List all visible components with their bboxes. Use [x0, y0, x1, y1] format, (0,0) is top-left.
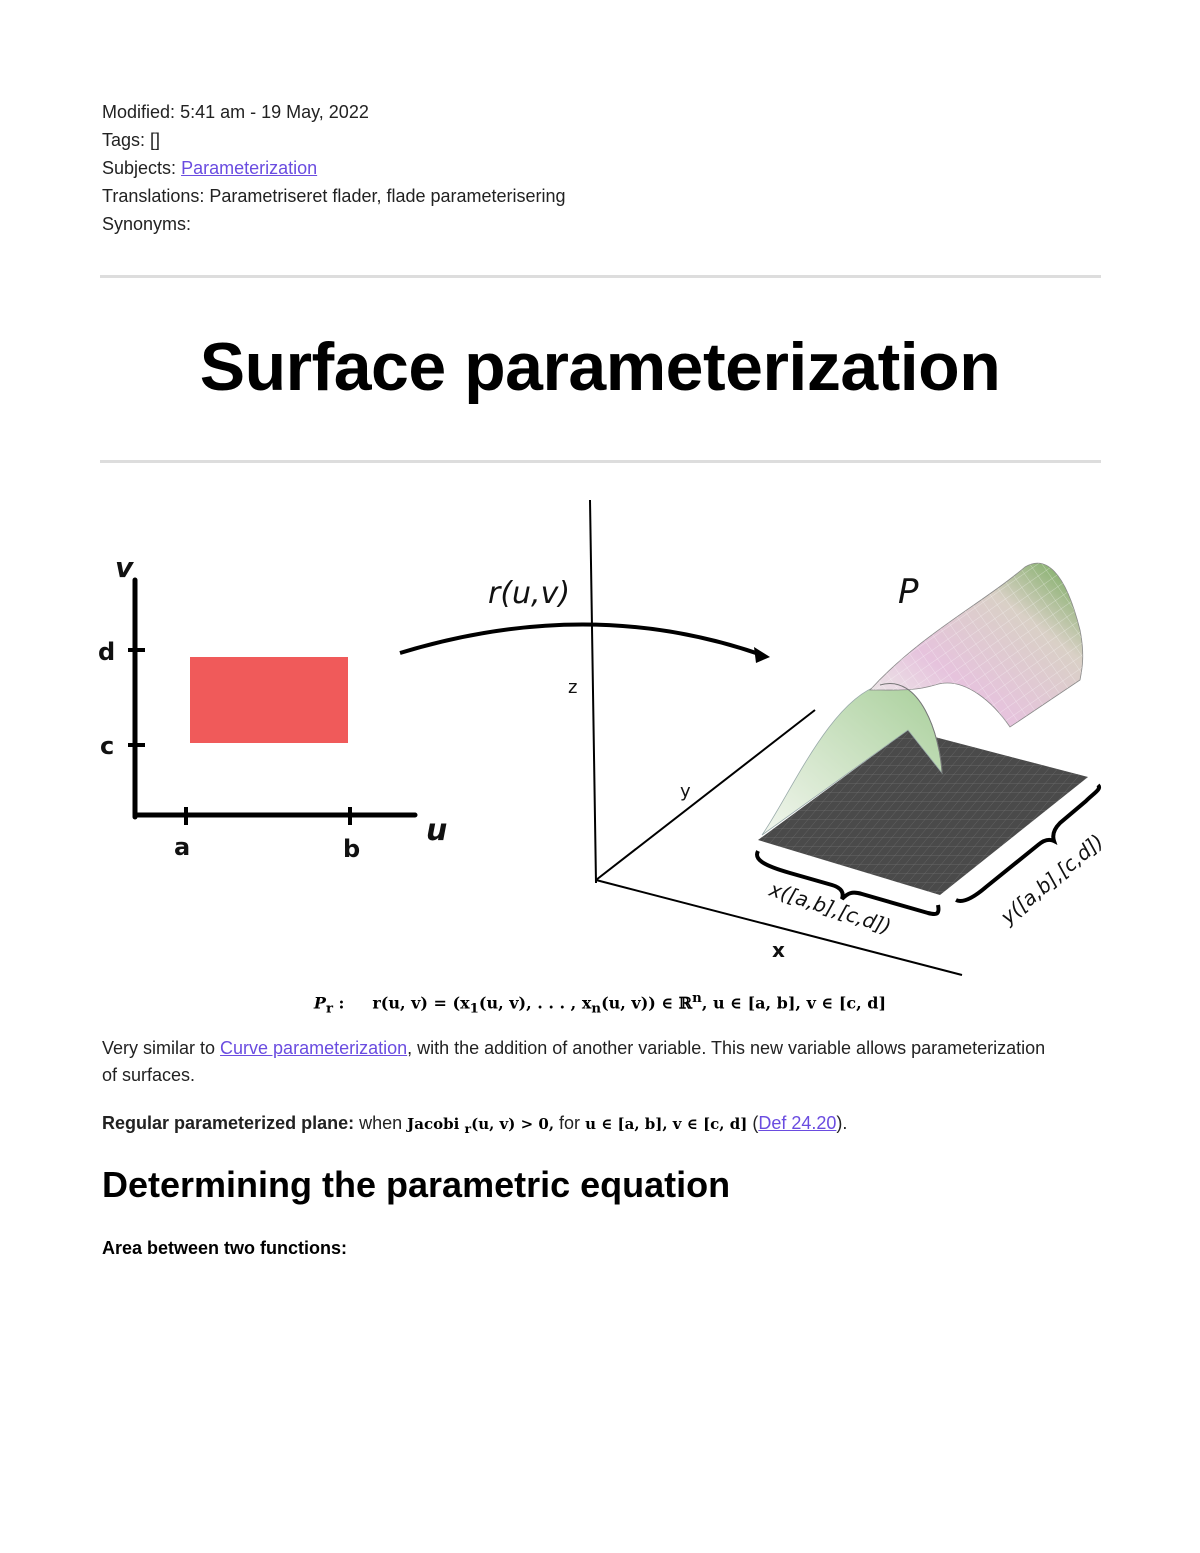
intro-text-after: , with the addition of another variable. This new variable allows parameterization of surfaces. — [102, 1038, 1046, 1085]
tick-b-label: b — [343, 835, 361, 863]
parameterization-figure — [90, 495, 1110, 985]
modified-label: Modified: — [102, 102, 176, 122]
tick-d-label: d — [98, 638, 116, 666]
domain-rectangle — [190, 657, 348, 743]
paren-open: ( — [747, 1113, 759, 1133]
formula-lhs: P — [313, 993, 326, 1013]
subjects-line — [102, 154, 566, 182]
regular-plane-for: for — [554, 1113, 586, 1133]
tags-value: [] — [150, 130, 161, 150]
mapping-arrow — [400, 576, 770, 663]
surface-label: P — [898, 572, 919, 612]
v-axis-label: v — [115, 551, 134, 584]
formula-colon: : — [332, 993, 345, 1013]
intro-paragraph — [102, 1035, 1062, 1089]
tick-c-label: c — [100, 732, 115, 760]
modified-line — [102, 98, 566, 126]
tick-a-label: a — [174, 833, 191, 861]
modified-value: 5:41 am - 19 May, 2022 — [180, 102, 369, 122]
jacobi-sub: r — [464, 1121, 472, 1136]
metadata-block — [102, 98, 566, 238]
regular-plane-term: Regular parameterized plane: — [102, 1113, 355, 1133]
translations-line — [102, 182, 566, 210]
y-axis-label: y — [680, 781, 691, 802]
jacobi-text: Jacobi — [407, 1115, 465, 1133]
synonyms-label: Synonyms: — [102, 214, 192, 234]
curve-parameterization-link[interactable]: Curve parameterization — [220, 1038, 408, 1058]
brace-x-label: x([a,b],[c,d]) — [766, 876, 895, 939]
subjects-label: Subjects: — [102, 158, 177, 178]
formula-sub-1: 1 — [469, 1000, 479, 1017]
paren-close: ). — [836, 1113, 848, 1133]
formula-sup: n — [692, 990, 702, 1006]
intro-text-before: Very similar to — [102, 1038, 221, 1058]
x-axis-label: x — [772, 938, 785, 962]
jacobi-tail: (u, v) > 0, — [471, 1115, 555, 1133]
z-axis-line — [590, 500, 596, 883]
tags-label: Tags: — [102, 130, 146, 150]
subject-link-parameterization[interactable]: Parameterization — [181, 158, 318, 178]
domain-math: u ∈ [a, b], v ∈ [c, d] — [585, 1115, 748, 1133]
u-axis-label: u — [426, 813, 448, 848]
formula-lhs-sub: r — [325, 1000, 333, 1017]
divider-title — [100, 460, 1101, 463]
map-label: r(u,v) — [488, 576, 571, 611]
formula-domain: , u ∈ [a, b], v ∈ [c, d] — [701, 993, 887, 1013]
formula-body: r(u, v) = (x — [372, 993, 470, 1013]
y-axis-line — [596, 710, 815, 880]
surface-formula — [0, 990, 1200, 1017]
domain-plot — [98, 551, 447, 863]
formula-mid: (u, v), . . . , x — [478, 993, 592, 1013]
surface-base-grid — [758, 730, 1088, 895]
formula-sub-n: n — [591, 1000, 602, 1017]
def-24-20-link[interactable]: Def 24.20 — [758, 1113, 837, 1133]
formula-tail: (u, v)) ∈ ℝ — [601, 993, 693, 1013]
translations-label: Translations: — [102, 186, 205, 206]
regular-plane-when: when — [354, 1113, 408, 1133]
translations-value: Parametriseret flader, flade parameterisering — [209, 186, 566, 206]
brace-y-label: y([a,b],[c,d]) — [995, 829, 1109, 929]
jacobi-math — [407, 1115, 555, 1136]
arrow-head — [754, 647, 770, 663]
z-axis-label: z — [568, 677, 578, 698]
synonyms-line — [102, 210, 566, 238]
page-title: Surface parameterization — [199, 329, 1001, 405]
regular-plane-paragraph — [102, 1110, 1062, 1142]
divider-top — [100, 275, 1101, 278]
subheading-area-between-functions: Area between two functions: — [102, 1238, 348, 1258]
section-heading-parametric-equation: Determining the parametric equation — [102, 1164, 731, 1205]
mapping-arc — [400, 624, 762, 655]
tags-line — [102, 126, 566, 154]
